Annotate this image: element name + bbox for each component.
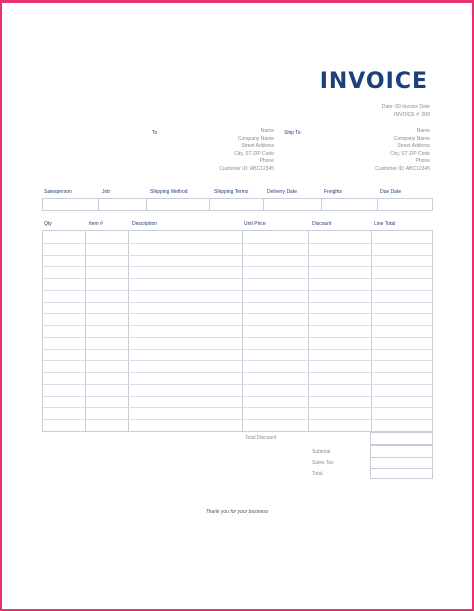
- ship-to-label: Ship To: [284, 130, 301, 136]
- to-city: City, ST ZIP Code: [234, 150, 274, 157]
- table-row-divider: [43, 372, 432, 373]
- items-header-line-total: Line Total: [374, 221, 396, 227]
- table-row-divider: [43, 360, 432, 361]
- table-row-divider: [43, 290, 432, 291]
- items-header-qty: Qty: [44, 221, 52, 227]
- info-divider: [146, 199, 147, 210]
- info-header-due-date: Due Date: [380, 189, 402, 195]
- table-row-divider: [43, 337, 432, 338]
- items-header-discount: Discount: [312, 221, 332, 227]
- table-row-divider: [43, 419, 432, 420]
- to-name: Name: [260, 128, 274, 134]
- ship-to-company: Company Name: [393, 135, 430, 142]
- subtotal-label: Subtotal: [312, 449, 331, 455]
- items-table[interactable]: [42, 230, 433, 432]
- column-divider: [85, 231, 86, 431]
- info-divider: [321, 199, 322, 210]
- invoice-title: INVOICE: [319, 69, 428, 94]
- to-street: Street Address: [241, 143, 274, 150]
- total-discount-label: Total Discount: [245, 435, 277, 441]
- ship-to-street: Street Address: [397, 143, 430, 150]
- column-divider: [371, 231, 372, 431]
- table-row-divider: [43, 313, 432, 314]
- info-header-job: Job: [102, 189, 111, 195]
- column-divider: [308, 231, 309, 431]
- info-value-row[interactable]: [42, 198, 433, 211]
- to-company: Company Name: [237, 135, 274, 142]
- items-header-row: [42, 221, 434, 229]
- info-divider: [377, 199, 378, 210]
- invoice-page: [2, 3, 472, 609]
- to-label: To: [152, 130, 158, 136]
- ship-to-name: Name: [416, 128, 430, 134]
- table-row-divider: [43, 325, 432, 326]
- items-header-unit-price: Unit Price: [244, 221, 266, 227]
- totals-box[interactable]: [370, 445, 433, 479]
- table-row-divider: [43, 396, 432, 397]
- info-header-freights: Freights: [324, 189, 343, 195]
- table-row-divider: [43, 384, 432, 385]
- ship-to-phone: Phone: [415, 158, 430, 165]
- to-phone: Phone: [259, 158, 274, 165]
- ship-to-address: [375, 128, 430, 174]
- items-header-description: Description: [132, 221, 158, 227]
- items-header-item-number: Item #: [89, 221, 103, 227]
- thank-you-note: Thank you for your business: [205, 509, 269, 515]
- to-address: [198, 128, 274, 174]
- table-row-divider: [43, 278, 432, 279]
- total-label: Total: [312, 471, 323, 477]
- info-header-shipping-method: Shipping Method: [150, 189, 188, 195]
- to-customer-id: Customer ID: ABC12345: [219, 165, 274, 172]
- table-row-divider: [43, 302, 432, 303]
- ship-to-customer-id: Customer ID: ABC12345: [375, 165, 430, 172]
- sales-tax-label: Sales Tax: [312, 460, 334, 466]
- info-header-shipping-terms: Shipping Terms: [214, 189, 249, 195]
- table-row-divider: [43, 407, 432, 408]
- column-divider: [242, 231, 243, 431]
- invoice-date: Date: 00 Invoice Date: [381, 104, 430, 110]
- invoice-number: INVOICE #: 000: [394, 111, 430, 118]
- info-header-row: [42, 189, 434, 197]
- totals-divider: [371, 457, 432, 458]
- invoice-meta: [382, 104, 430, 119]
- info-divider: [209, 199, 210, 210]
- table-row-divider: [43, 255, 432, 256]
- info-header-salesperson: Salesperson: [44, 189, 72, 195]
- info-header-delivery-date: Delivery Date: [267, 189, 298, 195]
- table-row-divider: [43, 266, 432, 267]
- total-discount-field[interactable]: [370, 432, 433, 445]
- table-row-divider: [43, 243, 432, 244]
- info-divider: [98, 199, 99, 210]
- table-row-divider: [43, 349, 432, 350]
- info-divider: [263, 199, 264, 210]
- totals-divider: [371, 468, 432, 469]
- ship-to-city: City, ST ZIP Code: [390, 150, 430, 157]
- column-divider: [128, 231, 129, 431]
